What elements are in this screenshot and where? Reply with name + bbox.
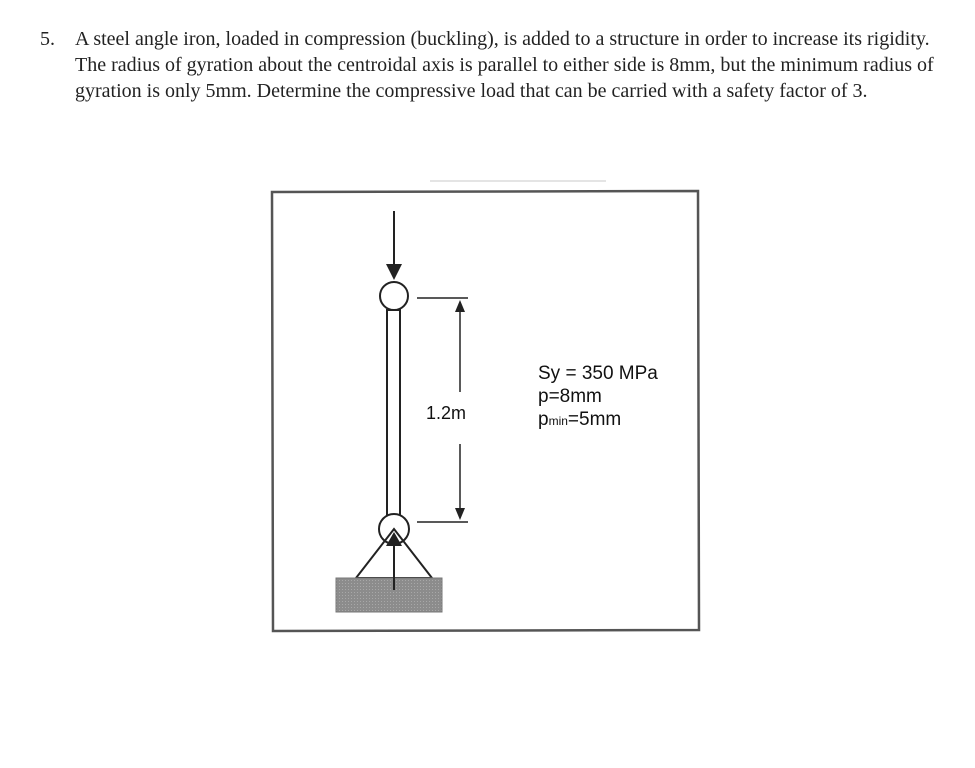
top-pin [380, 282, 408, 310]
column-bar [387, 310, 400, 532]
radius-of-gyration-label: p=8mm [538, 386, 602, 407]
min-radius-of-gyration-label [538, 408, 658, 433]
rho-min-subscript: min [548, 414, 568, 428]
problem-text: A steel angle iron, loaded in compression (buckling), is added to a structure in order to increase its rigidity. The radius of gyration about the centroidal axis is parallel to either side is 8mm, but the minimum radius of gyration is only 5mm. Determine the compressive load that can be carried with a safety factor of 3. [75, 28, 934, 102]
material-properties [538, 362, 658, 433]
problem-number: 5. [40, 28, 55, 50]
ground-block [336, 578, 442, 612]
length-label: 1.2m [426, 403, 467, 423]
column-figure [270, 178, 702, 634]
rho-min-value: =5mm [567, 409, 622, 430]
yield-strength-label: Sy = 350 MPa [538, 363, 658, 384]
rho-min-symbol: p [538, 409, 549, 430]
